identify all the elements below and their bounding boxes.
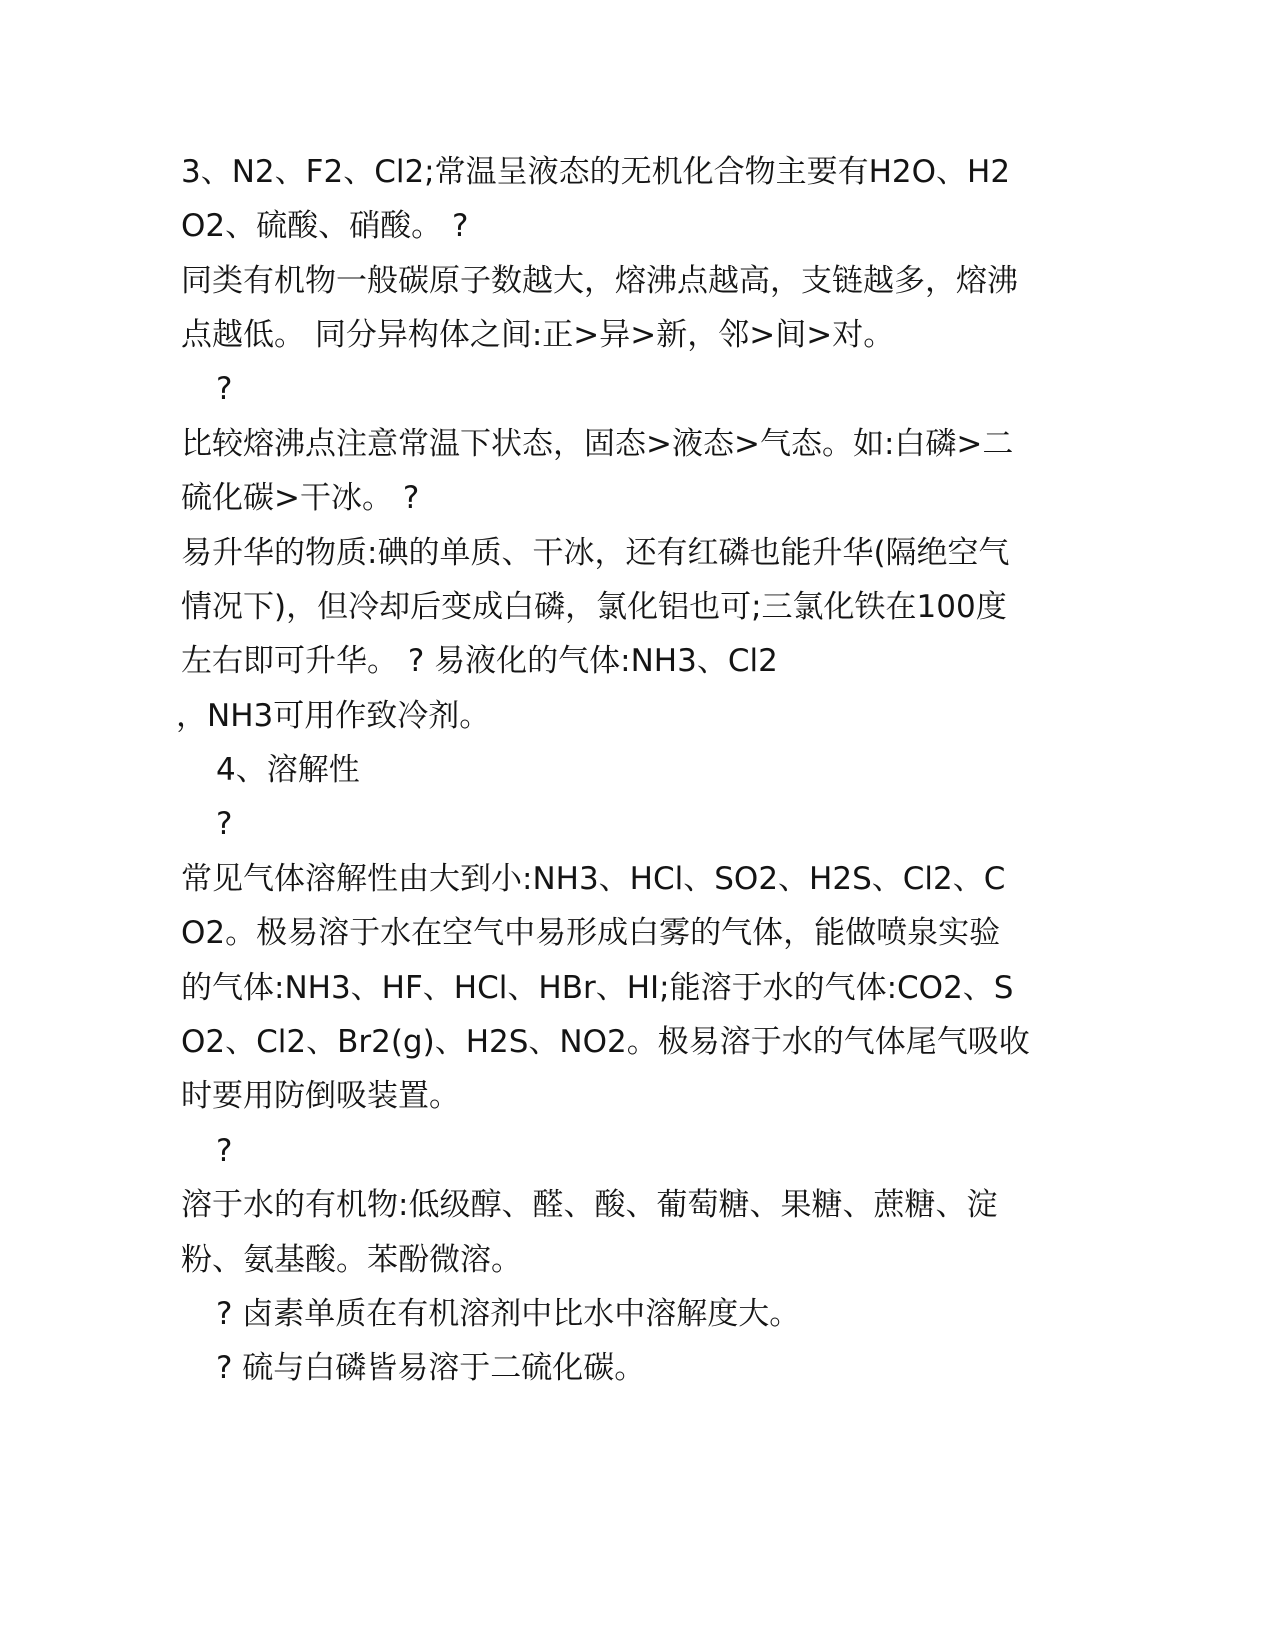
text-line: O2、Cl2、Br2(g)、H2S、NO2。极易溶于水的气体尾气吸收 [181, 1024, 1030, 1060]
text-line: O2。极易溶于水在空气中易形成白雾的气体，能做喷泉实验 [181, 915, 1001, 951]
text-line: 易升华的物质:碘的单质、干冰，还有红磷也能升华(隔绝空气 [181, 535, 1010, 571]
text-line: 常见气体溶解性由大到小:NH3、HCl、SO2、H2S、Cl2、C [181, 861, 1006, 897]
text-line: 比较熔沸点注意常温下状态，固态>液态>气态。如:白磷>二 [181, 426, 1014, 462]
text-line: ，NH3可用作致冷剂。 [176, 698, 491, 734]
text-line: 的气体:NH3、HF、HCl、HBr、HI;能溶于水的气体:CO2、S [181, 970, 1014, 1006]
section-heading: 4、溶解性 [216, 752, 360, 788]
text-line: 粉、氨基酸。苯酚微溶。 [181, 1242, 522, 1278]
text-line: O2、硫酸、硝酸。 ? [181, 208, 469, 244]
text-line: 点越低。 同分异构体之间:正>异>新，邻>间>对。 [181, 317, 895, 353]
text-line: 时要用防倒吸装置。 [181, 1078, 460, 1114]
text-line: 左右即可升华。 ? 易液化的气体:NH3、Cl2 [181, 643, 778, 679]
text-line: 硫化碳>干冰。 ? [181, 480, 420, 516]
text-line: 溶于水的有机物:低级醇、醛、酸、葡萄糖、果糖、蔗糖、淀 [181, 1187, 998, 1223]
text-line: ? 卤素单质在有机溶剂中比水中溶解度大。 [216, 1296, 801, 1332]
text-line: 同类有机物一般碳原子数越大，熔沸点越高，支链越多，熔沸 [181, 263, 1018, 299]
text-line: ? 硫与白磷皆易溶于二硫化碳。 [216, 1350, 646, 1386]
text-line: ? [216, 371, 233, 407]
text-line: ? [216, 806, 233, 842]
text-line: 3、N2、F2、Cl2;常温呈液态的无机化合物主要有H2O、H2 [181, 154, 1011, 190]
text-line: 情况下)，但冷却后变成白磷，氯化铝也可;三氯化铁在100度 [181, 589, 1007, 625]
text-line: ? [216, 1133, 233, 1169]
